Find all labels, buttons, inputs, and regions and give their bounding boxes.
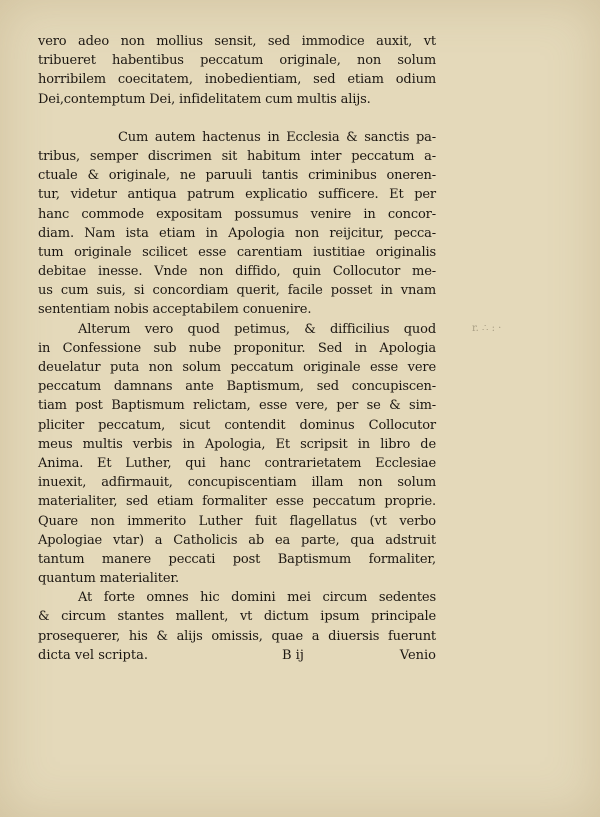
text-line: Dei,contemptum Dei, infidelitatem cum multis alijs.: [38, 91, 371, 107]
text-line: tum originale scilicet esse carentiam iustitiae originalis: [38, 244, 436, 260]
text-line: quantum materialiter.: [38, 571, 179, 587]
text-line: deuelatur puta non solum peccatum originale esse vere: [38, 360, 436, 375]
paragraph-gap: [38, 109, 436, 128]
text-line: dicta vel scripta.: [38, 647, 148, 663]
text-block: [38, 32, 436, 665]
text-line: At forte omnes hic domini mei circum sedentes: [78, 590, 436, 606]
margin-marks: r. ∴ : ·: [472, 323, 502, 334]
text-line: tiam post Baptismum relictam, esse vere, per se & sim-: [38, 398, 436, 414]
text-line: hanc commode expositam possumus venire in concor-: [38, 206, 436, 222]
text-line: diam. Nam ista etiam in Apologia non reijcitur, pecca-: [38, 225, 436, 241]
text-line: Cum autem hactenus in Ecclesia & sanctis pa-: [118, 129, 436, 145]
text-line: debitae inesse. Vnde non diffido, quin Collocutor me-: [38, 264, 436, 280]
text-line: tribus, semper discrimen sit habitum inter peccatum a-: [38, 148, 436, 164]
text-line: vero adeo non mollius sensit, sed immodice auxit, vt: [38, 34, 436, 49]
text-line: meus multis verbis in Apologia, Et scripsit in libro de: [38, 436, 436, 452]
text-line: prosequerer, his & alijs omissis, quae a diuersis fuerunt: [38, 628, 436, 644]
text-line: pliciter peccatum, sicut contendit dominus Collocutor: [38, 417, 436, 433]
text-line: Alterum vero quod petimus, & difficilius quod: [78, 321, 436, 337]
text-line: Quare non immerito Luther fuit flagellatus (vt verbo: [38, 513, 436, 529]
catchword: Venio: [399, 647, 436, 663]
text-line: tantum manere peccati post Baptismum formaliter,: [38, 551, 436, 567]
final-line: [38, 646, 436, 665]
text-line: horribilem coecitatem, inobedientiam, sed etiam odium: [38, 72, 436, 88]
signature-mark: B ij: [282, 647, 304, 663]
text-line: & circum stantes mallent, vt dictum ipsum principale: [38, 609, 436, 625]
text-line: in Confessione sub nube proponitur. Sed in Apologia: [38, 340, 436, 356]
text-line: Anima. Et Luther, qui hanc contrarietatem Ecclesiae: [38, 455, 436, 471]
text-line: tur, videtur antiqua patrum explicatio sufficere. Et per: [38, 187, 436, 203]
text-line: sententiam nobis acceptabilem conuenire.: [38, 302, 312, 318]
text-line: us cum suis, si concordiam querit, facile posset in vnam: [38, 283, 436, 299]
text-line: ctuale & originale, ne paruuli tantis criminibus oneren-: [38, 168, 436, 184]
text-line: materialiter, sed etiam formaliter esse peccatum proprie.: [38, 494, 436, 510]
text-line: peccatum damnans ante Baptismum, sed concupiscen-: [38, 379, 436, 395]
text-line: tribueret habentibus peccatum originale, non solum: [38, 53, 436, 69]
text-line: Apologiae vtar) a Catholicis ab ea parte, qua adstruit: [38, 532, 436, 548]
text-line: inuexit, adfirmauit, concupiscentiam illam non solum: [38, 475, 436, 491]
